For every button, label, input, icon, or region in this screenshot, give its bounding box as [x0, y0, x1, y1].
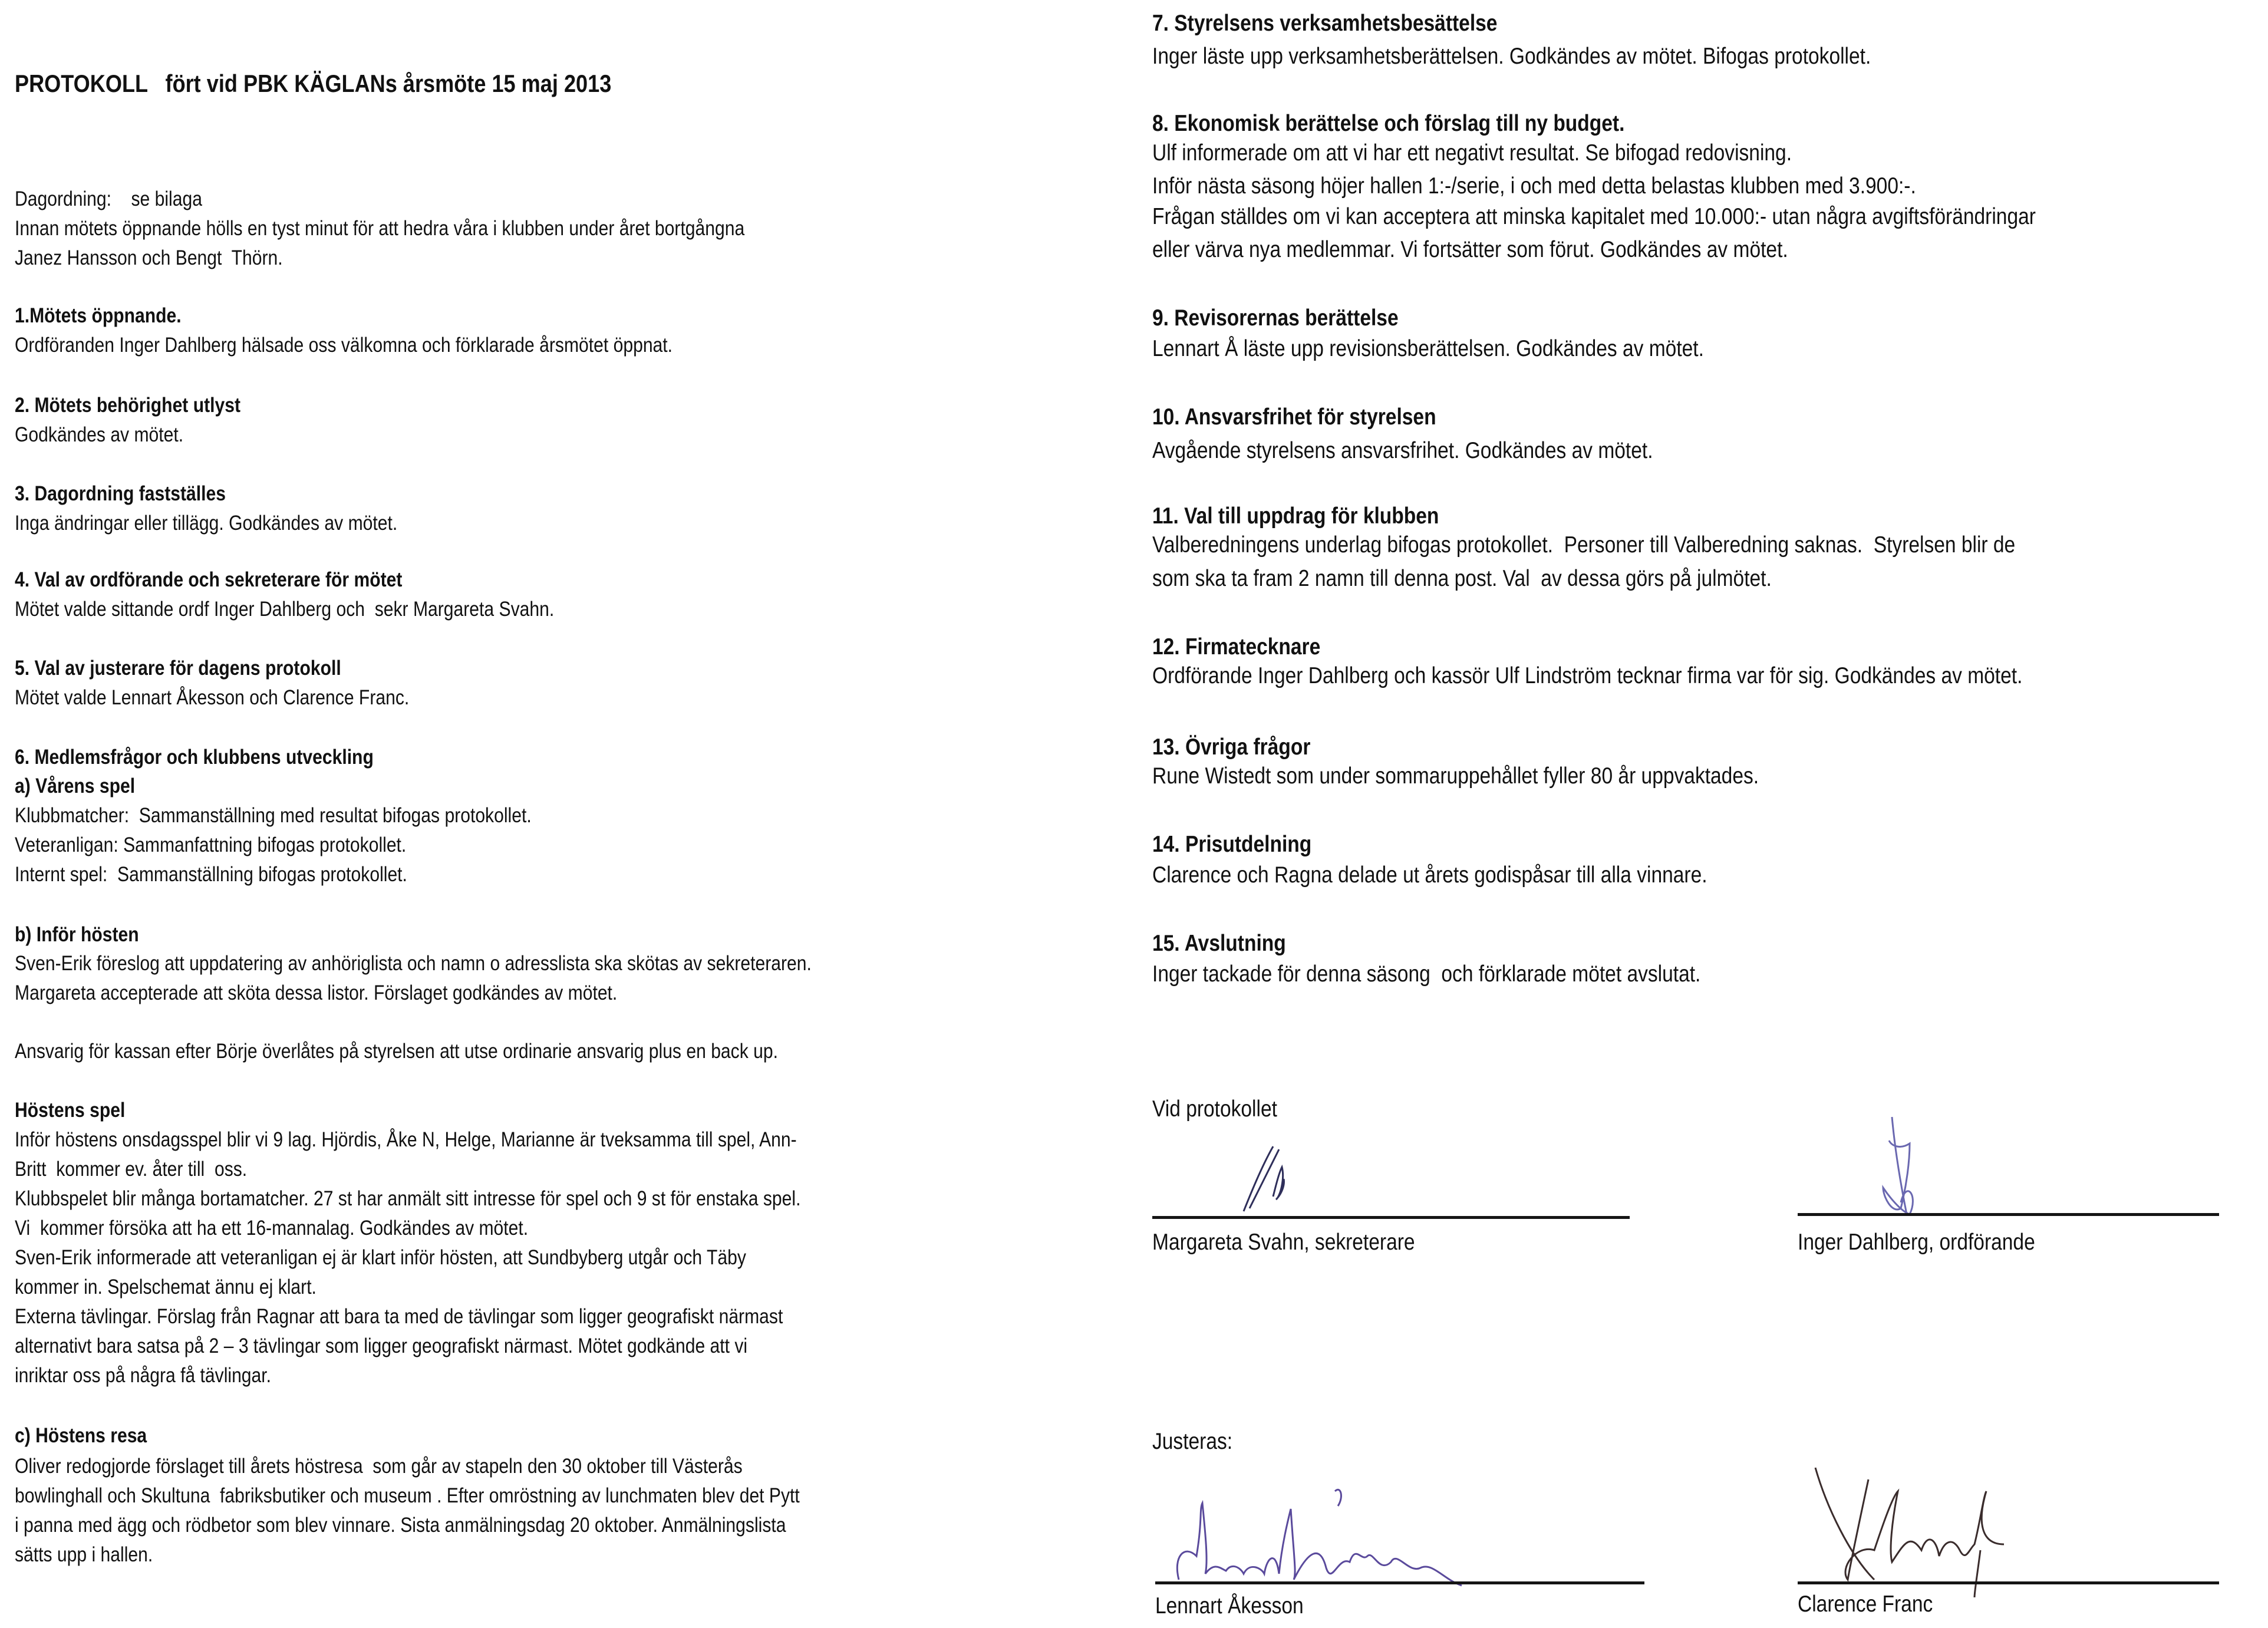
section-13-heading: 13. Övriga frågor	[1152, 734, 1311, 760]
section-6a-heading: a) Vårens spel	[15, 775, 136, 797]
hostens-spel-text: Sven-Erik informerade att veteranligan ej är klart inför hösten, att Sundbyberg utgår och Täby	[15, 1246, 746, 1269]
section-13-text: Rune Wistedt som under sommaruppehållet fyller 80 år uppvaktades.	[1152, 763, 1759, 789]
section-9-text: Lennart Å läste upp revisionsberättelsen. Godkändes av mötet.	[1152, 336, 1704, 361]
section-6b-heading: b) Inför hösten	[15, 923, 139, 946]
section-6c-text: sätts upp i hallen.	[15, 1543, 153, 1566]
signature-line-adjuster1	[1155, 1581, 1644, 1584]
signature-clarence-franc	[1804, 1462, 2157, 1597]
secretary-name: Margareta Svahn, sekreterare	[1152, 1230, 1415, 1255]
hostens-spel-text: Externa tävlingar. Förslag från Ragnar att bara ta med de tävlingar som ligger geografiskt närmast	[15, 1305, 783, 1328]
section-6b-text: Margareta accepterade att sköta dessa listor. Förslaget godkändes av mötet.	[15, 981, 618, 1004]
section-10-text: Avgående styrelsens ansvarsfrihet. Godkändes av mötet.	[1152, 438, 1653, 463]
hostens-spel-text: alternativt bara satsa på 2 – 3 tävlingar som ligger geografiskt närmast. Mötet godkände att vi	[15, 1334, 748, 1357]
section-6c-text: i panna med ägg och rödbetor som blev vinnare. Sista anmälningsdag 20 oktober. Anmälningslista	[15, 1514, 786, 1537]
hostens-spel-text: kommer in. Spelschemat ännu ej klart.	[15, 1276, 317, 1299]
section-6-heading: 6. Medlemsfrågor och klubbens utveckling	[15, 746, 374, 769]
section-6a-text: Klubbmatcher: Sammanställning med resultat bifogas protokollet.	[15, 804, 532, 827]
section-6a-text: Veteranligan: Sammanfattning bifogas protokollet.	[15, 833, 407, 856]
signature-margareta-svahn	[1238, 1143, 1320, 1214]
signature-line-secretary	[1152, 1216, 1630, 1219]
section-6b-text: Sven-Erik föreslog att uppdatering av anhöriglista och namn o adresslista ska skötas av sekreteraren.	[15, 952, 812, 975]
section-8-heading: 8. Ekonomisk berättelse och förslag till ny budget.	[1152, 111, 1625, 136]
signature-line-adjuster2	[1798, 1581, 2219, 1584]
hostens-spel-text: inriktar oss på några få tävlingar.	[15, 1364, 272, 1387]
section-5-heading: 5. Val av justerare för dagens protokoll	[15, 657, 341, 680]
section-8-text: Inför nästa säsong höjer hallen 1:-/serie, i och med detta belastas klubben med 3.900:-.	[1152, 173, 1916, 199]
section-8-text: Ulf informerade om att vi har ett negativt resultat. Se bifogad redovisning.	[1152, 140, 1792, 166]
section-14-heading: 14. Prisutdelning	[1152, 832, 1312, 857]
section-1-text: Ordföranden Inger Dahlberg hälsade oss välkomna och förklarade årsmötet öppnat.	[15, 334, 673, 357]
hostens-spel-heading: Höstens spel	[15, 1099, 126, 1122]
section-12-heading: 12. Firmatecknare	[1152, 634, 1321, 660]
hostens-spel-text: Britt kommer ev. åter till oss.	[15, 1158, 248, 1181]
section-15-heading: 15. Avslutning	[1152, 931, 1286, 956]
chair-name: Inger Dahlberg, ordförande	[1798, 1230, 2035, 1255]
section-11-heading: 11. Val till uppdrag för klubben	[1152, 503, 1439, 529]
section-15-text: Inger tackade för denna säsong och förklarade mötet avslutat.	[1152, 961, 1701, 987]
section-3-text: Inga ändringar eller tillägg. Godkändes av mötet.	[15, 512, 398, 535]
hostens-spel-text: Inför höstens onsdagsspel blir vi 9 lag. Hjördis, Åke N, Helge, Marianne är tveksamma till spel, Ann-	[15, 1128, 797, 1151]
adjust-label: Justeras:	[1152, 1429, 1233, 1454]
section-4-text: Mötet valde sittande ordf Inger Dahlberg och sekr Margareta Svahn.	[15, 598, 555, 621]
signature-lennart-akesson	[1161, 1485, 1468, 1591]
section-3-heading: 3. Dagordning fastställes	[15, 482, 226, 505]
section-14-text: Clarence och Ragna delade ut årets godispåsar till alla vinnare.	[1152, 862, 1707, 888]
section-7-text: Inger läste upp verksamhetsberättelsen. Godkändes av mötet. Bifogas protokollet.	[1152, 44, 1871, 69]
section-6c-text: Oliver redogjorde förslaget till årets höstresa som går av stapeln den 30 oktober till Västerås	[15, 1455, 743, 1478]
protocol-label: Vid protokollet	[1152, 1096, 1277, 1122]
section-6c-heading: c) Höstens resa	[15, 1424, 147, 1447]
section-2-heading: 2. Mötets behörighet utlyst	[15, 394, 240, 417]
section-9-heading: 9. Revisorernas berättelse	[1152, 305, 1399, 331]
section-10-heading: 10. Ansvarsfrihet för styrelsen	[1152, 404, 1436, 430]
section-8-text: eller värva nya medlemmar. Vi fortsätter som förut. Godkändes av mötet.	[1152, 237, 1788, 262]
hostens-spel-text: Vi kommer försöka att ha ett 16-mannalag. Godkändes av mötet.	[15, 1217, 529, 1240]
section-5-text: Mötet valde Lennart Åkesson och Clarence Franc.	[15, 686, 410, 709]
section-11-text: som ska ta fram 2 namn till denna post. Val av dessa görs på julmötet.	[1152, 566, 1772, 591]
signature-inger-dahlberg	[1874, 1114, 1945, 1220]
section-8-text: Frågan ställdes om vi kan acceptera att minska kapitalet med 10.000:- utan några avgiftsförändringar	[1152, 204, 2036, 229]
page-title: PROTOKOLL fört vid PBK KÄGLANs årsmöte 15 maj 2013	[15, 70, 612, 97]
kassa-text: Ansvarig för kassan efter Börje överlåtes på styrelsen att utse ordinarie ansvarig plus en back up.	[15, 1040, 778, 1063]
section-2-text: Godkändes av mötet.	[15, 423, 184, 446]
section-7-heading: 7. Styrelsens verksamhetsbesättelse	[1152, 11, 1498, 36]
intro-line: Janez Hansson och Bengt Thörn.	[15, 246, 283, 269]
agenda-line: Dagordning: se bilaga	[15, 187, 202, 210]
hostens-spel-text: Klubbspelet blir många bortamatcher. 27 st har anmält sitt intresse för spel och 9 st för enstaka spel.	[15, 1187, 801, 1210]
intro-line: Innan mötets öppnande hölls en tyst minut för att hedra våra i klubben under året bortgångna	[15, 217, 745, 240]
section-1-heading: 1.Mötets öppnande.	[15, 304, 182, 327]
section-6c-text: bowlinghall och Skultuna fabriksbutiker och museum . Efter omröstning av lunchmaten blev det Pytt	[15, 1484, 800, 1507]
adjuster2-name: Clarence Franc	[1798, 1591, 1933, 1617]
adjuster1-name: Lennart Åkesson	[1155, 1593, 1304, 1619]
section-11-text: Valberedningens underlag bifogas protokollet. Personer till Valberedning saknas. Styrelsen blir de	[1152, 532, 2016, 558]
signature-line-chair	[1798, 1213, 2219, 1216]
section-12-text: Ordförande Inger Dahlberg och kassör Ulf Lindström tecknar firma var för sig. Godkändes av mötet.	[1152, 663, 2023, 688]
section-4-heading: 4. Val av ordförande och sekreterare för mötet	[15, 568, 403, 591]
section-6a-text: Internt spel: Sammanställning bifogas protokollet.	[15, 863, 407, 886]
